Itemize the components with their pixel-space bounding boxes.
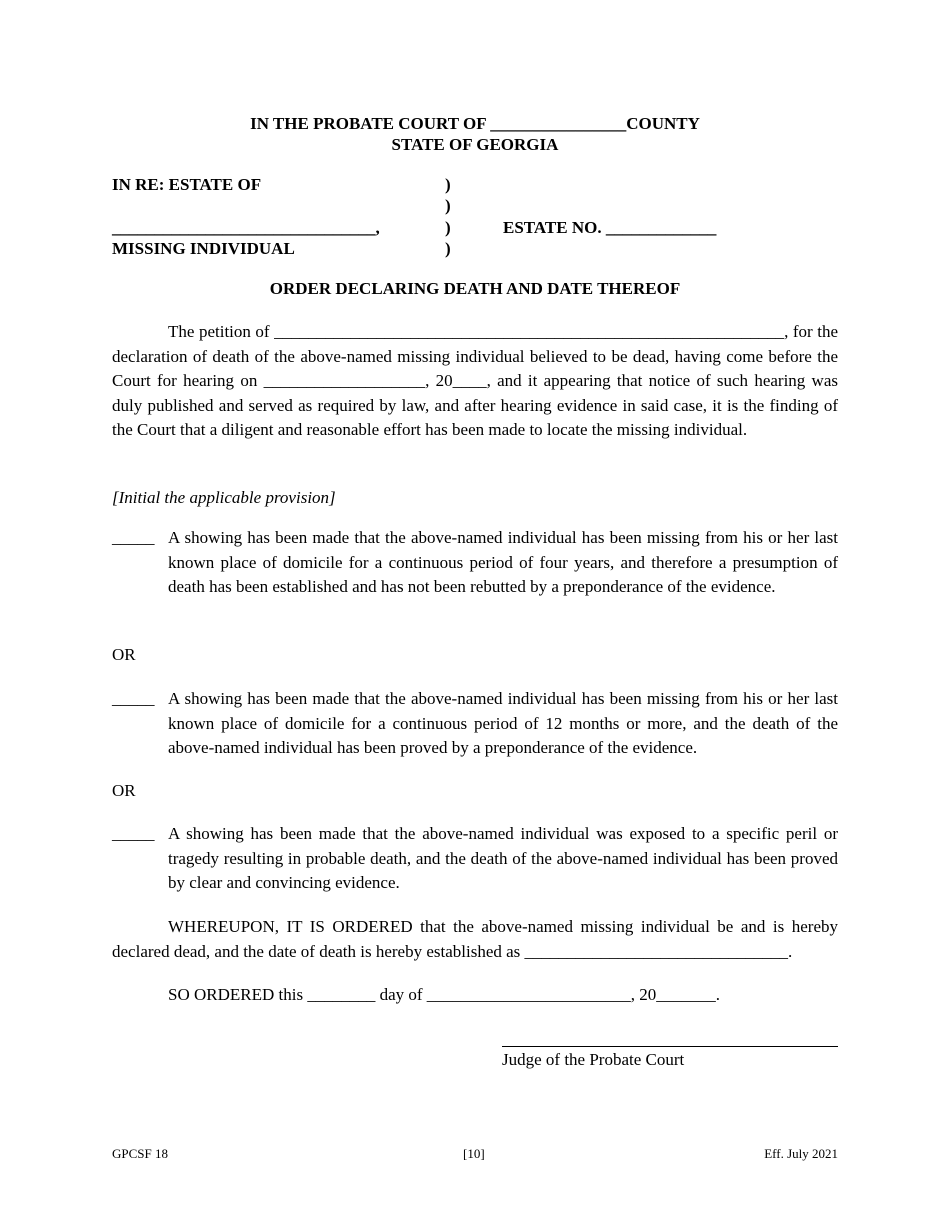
option-3-text: A showing has been made that the above-named individual was exposed to a specific peril or tragedy resulting in probable death, and the death of the above-named individual has been proved by clear and convincing evidence. bbox=[168, 824, 838, 893]
caption-paren: ) bbox=[445, 218, 451, 237]
option-1-text: A showing has been made that the above-named individual has been missing from his or her last known place of domicile for a continuous period of four years, and therefore a presumption of death has been established and has not been rebutted by a preponderance of the evidence. bbox=[168, 528, 838, 597]
option-3-initial-blank: _____ bbox=[112, 824, 155, 843]
footer-effective-date: Eff. July 2021 bbox=[764, 1146, 838, 1161]
petition-paragraph bbox=[112, 320, 838, 443]
in-re-label: IN RE: ESTATE OF bbox=[112, 175, 262, 194]
order-title: ORDER DECLARING DEATH AND DATE THEREOF bbox=[269, 279, 681, 298]
or-separator: OR bbox=[112, 645, 136, 664]
footer-form-id: GPCSF 18 bbox=[112, 1146, 168, 1161]
caption-paren: ) bbox=[445, 196, 451, 215]
judge-signature-label: Judge of the Probate Court bbox=[502, 1050, 685, 1069]
whereupon-text: WHEREUPON, IT IS ORDERED that the above-named missing individual be and is hereby declared dead, and the date of death is hereby established as _______________________________. bbox=[112, 917, 838, 961]
estate-number-field: ESTATE NO. _____________ bbox=[503, 218, 717, 237]
so-ordered-line: SO ORDERED this ________ day of ________________________, 20_______. bbox=[168, 985, 721, 1004]
option-2-initial-blank: _____ bbox=[112, 689, 155, 708]
footer-page-number: [10] bbox=[463, 1146, 485, 1161]
caption-paren: ) bbox=[445, 239, 451, 258]
petition-text: The petition of ____________________________________________________________, for the declaration of death of the above-named missing individual believed to be dead, having come before the Court for hearing on ___________________, 20____, and it appearing that notice of such hearing was duly published and served as required by law, and after hearing evidence in said case, it is the finding of the Court that a diligent and reasonable effort has been made to locate the missing individual. bbox=[112, 322, 838, 440]
initial-instruction: [Initial the applicable provision] bbox=[112, 488, 336, 507]
or-separator: OR bbox=[112, 781, 136, 800]
court-heading: IN THE PROBATE COURT OF ________________COUNTY bbox=[250, 114, 700, 133]
missing-individual-label: MISSING INDIVIDUAL bbox=[112, 239, 295, 258]
caption-paren: ) bbox=[445, 175, 451, 194]
whereupon-paragraph bbox=[112, 915, 838, 964]
option-1-initial-blank: _____ bbox=[112, 528, 155, 547]
judge-signature-line bbox=[502, 1046, 838, 1047]
option-2-text: A showing has been made that the above-named individual has been missing from his or her last known place of domicile for a continuous period of 12 months or more, and the death of the above-named individual has been proved by a preponderance of the evidence. bbox=[168, 689, 838, 758]
estate-name-blank: _______________________________, bbox=[112, 218, 380, 237]
state-heading: STATE OF GEORGIA bbox=[391, 135, 559, 154]
